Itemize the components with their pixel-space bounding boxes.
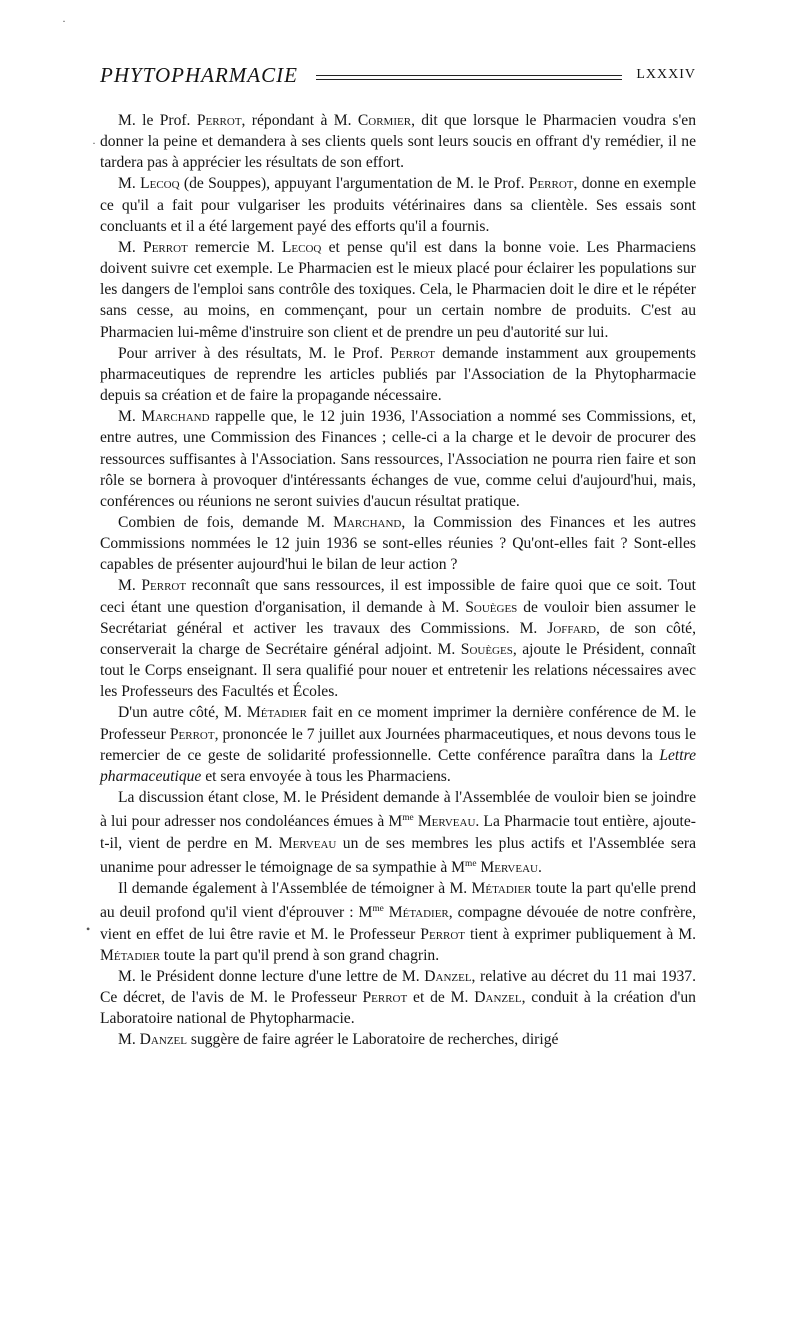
person-name: Perrot	[141, 577, 187, 595]
text-run: M.	[118, 238, 144, 256]
person-name: Cormier	[357, 112, 412, 129]
text-run: et pense qu'il est dans la bonne voie. Les Pharmaciens doivent suivre cet exemple. Le Pharmacien est le mieux placé pour éclairer les populations sur les dangers de l'emploi sans contrôle des toxiques. Cela, le Pharmacien doit le dire et le répéter sans cesse, au moins, en commençant, pour un certain nombre de produits. C'est au Pharmacien lui-même d'instruire son client et de prendre un peu d'autorité sur lui.	[100, 238, 696, 341]
person-name: Marchand	[333, 513, 402, 531]
margin-speck: •	[86, 922, 91, 936]
person-name: Souèges	[460, 640, 513, 658]
text-run: M. le Prof.	[118, 112, 197, 129]
person-name: Souèges	[465, 598, 518, 616]
person-name: Marchand	[141, 408, 210, 426]
text-run: toute la part qu'elle prend au deuil profond qu'il vient d'éprouver : M	[100, 880, 696, 922]
superscript: me	[402, 813, 414, 824]
text-run: Pour arriver à des résultats, M. le Prof.	[118, 344, 391, 362]
text-run: Il demande également à l'Assemblée de témoigner à M.	[118, 880, 472, 897]
person-name: Merveau	[278, 834, 337, 852]
superscript: me	[465, 858, 477, 869]
text-run: , la Commission des Finances et les autres Commissions nommées le 12 juin 1936 se sont-elles réunies ? Qu'ont-elles fait ? Sont-elles capables de présenter aujourd'hui le bilan de leur action ?	[100, 513, 696, 574]
margin-speck: ·	[92, 136, 96, 150]
person-name: Joffard	[547, 619, 596, 637]
text-run: , prononcée le 7 juillet aux Journées pharmaceutiques, et nous devons tous le remercier de ce geste de solidarité professionnelle. Cette conférence paraîtra dans la	[100, 725, 696, 764]
person-name: Merveau	[417, 813, 476, 831]
paragraph	[100, 406, 696, 512]
paragraph	[100, 787, 696, 878]
person-name: Métadier	[471, 880, 532, 897]
paragraph	[100, 1029, 696, 1050]
text-run: tient à exprimer publiquement à M.	[465, 925, 697, 943]
text-run: et sera envoyée à tous les Pharmaciens.	[201, 767, 451, 785]
body-text	[100, 110, 696, 1050]
paragraph	[100, 878, 696, 966]
paragraph	[100, 575, 696, 702]
person-name: Lecoq	[281, 238, 322, 256]
person-name: Métadier	[246, 704, 307, 722]
text-run: fait en ce moment imprimer la dernière conférence de M. le Professeur	[100, 704, 696, 743]
text-run: M.	[118, 1031, 140, 1049]
person-name: Perrot	[420, 925, 466, 943]
page-number: LXXXIV	[636, 67, 696, 82]
text-run: Combien de fois, demande M.	[118, 513, 334, 531]
text-run: . La Pharmacie tout entière, ajoute-t-il, vient de perdre en M.	[100, 813, 697, 852]
person-name: Danzel	[424, 967, 472, 985]
italic-title: Lettre pharmaceutique	[100, 746, 696, 785]
person-name: Perrot	[196, 112, 242, 129]
person-name: Danzel	[139, 1031, 187, 1049]
person-name: Perrot	[362, 988, 408, 1006]
person-name: Merveau	[480, 858, 538, 876]
text-run: , de son côté, conserverait la charge de Secrétaire général adjoint. M.	[100, 619, 696, 658]
running-header	[100, 58, 696, 92]
text-run: toute la part qu'il prend à son grand chagrin.	[160, 946, 440, 964]
paragraph	[100, 966, 696, 1029]
paragraph	[100, 173, 696, 236]
text-run: reconnaît que sans ressources, il est impossible de faire quoi que ce soit. Tout ceci étant une question d'organisation, il demande à M.	[100, 577, 696, 616]
paragraph	[100, 512, 696, 575]
page	[100, 58, 696, 1050]
margin-speck: ·	[62, 14, 66, 28]
person-name: Lecoq	[140, 175, 180, 193]
superscript: me	[372, 904, 384, 915]
text-run: M.	[118, 577, 142, 595]
text-run: suggère de faire agréer le Laboratoire de recherches, dirigé	[186, 1031, 559, 1049]
text-run: , ajoute le Président, connaît tout le Corps enseignant. Il sera qualifié pour nouer et entretenir les relations nécessaires avec les Professeurs des Facultés et Écoles.	[100, 640, 696, 701]
person-name: Perrot	[390, 344, 435, 362]
person-name: Danzel	[474, 988, 522, 1006]
person-name: Perrot	[143, 238, 188, 256]
text-run: M.	[118, 408, 142, 426]
text-run: remercie M.	[187, 238, 282, 256]
text-run: .	[537, 858, 542, 876]
paragraph	[100, 110, 696, 173]
paragraph	[100, 343, 696, 406]
text-run: demande instamment aux groupements pharmaceutiques de reprendre les articles publiés par l'Association de la Phytopharmacie depuis sa création et de faire la propagande nécessaire.	[100, 344, 696, 405]
text-run: La discussion étant close, M. le Président demande à l'Assemblée de vouloir bien se joindre à lui pour adresser nos condoléances émues à M	[100, 789, 696, 831]
person-name: Perrot	[169, 725, 215, 743]
text-run: et de M.	[407, 988, 475, 1006]
text-run: , relative au décret du 11 mai 1937. Ce décret, de l'avis de M. le Professeur	[100, 967, 696, 1006]
text-run: de vouloir bien assumer le Secrétariat général et activer les travaux des Commissions. M.	[100, 598, 696, 637]
text-run: , conduit à la création d'un Laboratoire national de Phytopharmacie.	[100, 988, 696, 1028]
text-run: rappelle que, le 12 juin 1936, l'Association a nommé ses Commissions, et, entre autres, une Commission des Finances ; celle-ci a la charge et le devoir de procurer des ressources suffisantes à l'Association. Sans ressources, l'Association ne pourra rien faire et son rôle se bornera à provoquer d'intéressants échanges de vue, comme celui d'aujourd'hui, mais, conférences ou réunions ne seront suivies d'aucun résultat pratique.	[100, 408, 696, 510]
running-title: PHYTOPHARMACIE	[100, 62, 298, 87]
text-run: D'un autre côté, M.	[118, 704, 247, 722]
paragraph	[100, 702, 696, 787]
text-run: , donne en exemple ce qu'il a fait pour vulgariser les produits vétérinaires dans sa clientèle. Ses essais sont concluants et il a été largement payé des efforts qu'il a fournis.	[100, 175, 696, 235]
header-rule	[316, 75, 622, 80]
person-name: Métadier	[388, 904, 449, 922]
text-run: un de ses membres les plus actifs et l'Assemblée sera unanime pour adresser le témoignage de sa sympathie à M	[100, 834, 696, 876]
person-name: Métadier	[100, 946, 161, 964]
person-name: Perrot	[528, 175, 574, 193]
text-run: M. le Président donne lecture d'une lettre de M.	[118, 967, 425, 985]
text-run: M.	[118, 175, 141, 193]
text-run: , répondant à M.	[241, 112, 358, 129]
text-run: , compagne dévouée de notre confrère, vient en effet de lui être ravie et M. le Professeur	[100, 904, 697, 943]
paragraph	[100, 237, 696, 343]
text-run: , dit que lorsque le Pharmacien voudra s'en donner la peine et demandera à ses clients quels sont leurs soucis en offrant d'y remédier, il ne tardera pas à apprécier les résultats de son effort.	[100, 112, 697, 172]
text-run: (de Souppes), appuyant l'argumentation de M. le Prof.	[179, 175, 529, 193]
